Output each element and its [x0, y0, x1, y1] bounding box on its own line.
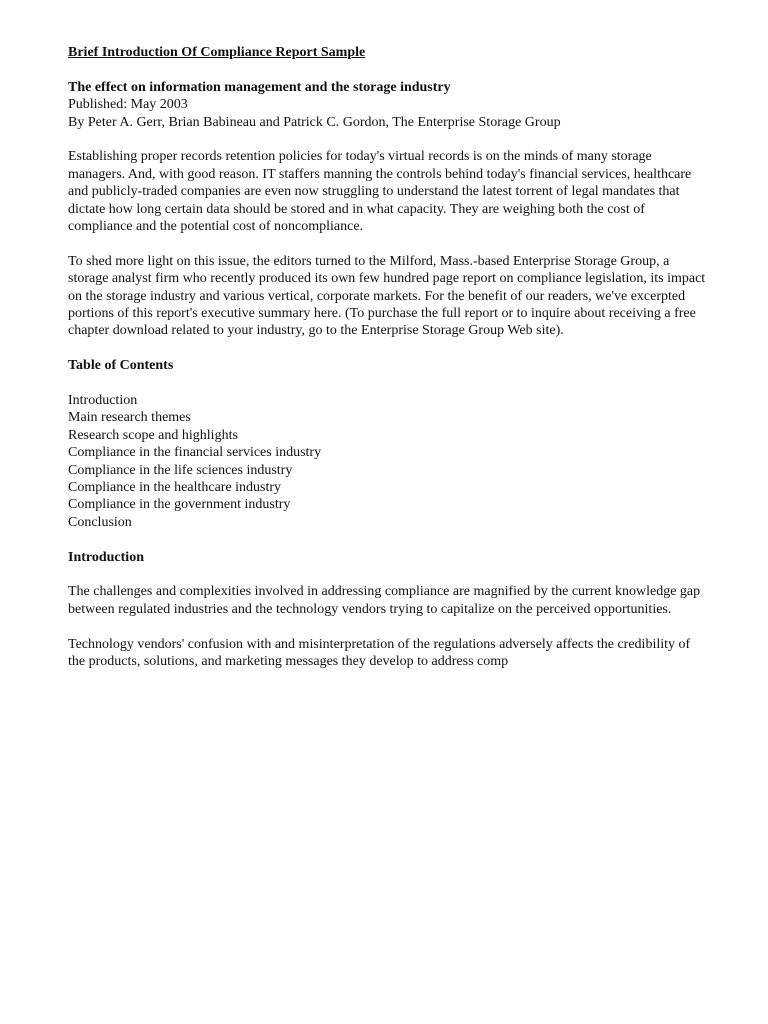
paragraph-2: To shed more light on this issue, the editors turned to the Milford, Mass.-based Enterprise Storage Group, a storage analyst firm who recently produced its own few hundred page report on compliance legislation, its impact on the storage industry and various vertical, corporate markets. For the benefit of our readers, we've excerpted portions of this report's executive summary here. (To purchase the full report or to inquire about receiving a free chapter download related to your industry, go to the Enterprise Storage Group Web site). [68, 253, 706, 339]
paragraph-1: Establishing proper records retention policies for today's virtual records is on the minds of many storage managers. And, with good reason. IT staffers manning the controls behind today's financial services, healthcare and publicly-traded companies are even now struggling to understand the latest torrent of legal mandates that dictate how long certain data should be stored and in what capacity. They are weighing both the cost of compliance and the potential cost of noncompliance. [68, 149, 692, 235]
toc-item: Conclusion [68, 514, 132, 530]
toc-item: Compliance in the healthcare industry [68, 480, 282, 496]
toc-item: Compliance in the financial services industry [68, 445, 322, 461]
document-page [68, 44, 708, 671]
byline: By Peter A. Gerr, Brian Babineau and Patrick C. Gordon, The Enterprise Storage Group [68, 114, 561, 130]
document-subtitle: The effect on information management and the storage industry [68, 79, 451, 95]
toc-item: Compliance in the government industry [68, 497, 291, 513]
toc-item: Main research themes [68, 410, 191, 426]
published-date: Published: May 2003 [68, 97, 188, 113]
toc-item: Research scope and highlights [68, 427, 238, 443]
introduction-heading: Introduction [68, 549, 144, 565]
toc-heading: Table of Contents [68, 358, 174, 374]
document-title: Brief Introduction Of Compliance Report Sample [68, 45, 366, 60]
paragraph-4: Technology vendors' confusion with and misinterpretation of the regulations adversely affects the credibility of the products, solutions, and marketing messages they develop to address comp [68, 636, 691, 670]
table-of-contents [68, 392, 708, 531]
toc-item: Introduction [68, 393, 138, 409]
paragraph-3: The challenges and complexities involved in addressing compliance are magnified by the current knowledge gap between regulated industries and the technology vendors trying to capitalize on the perceived opportunities. [68, 584, 701, 617]
toc-item: Compliance in the life sciences industry [68, 462, 293, 478]
